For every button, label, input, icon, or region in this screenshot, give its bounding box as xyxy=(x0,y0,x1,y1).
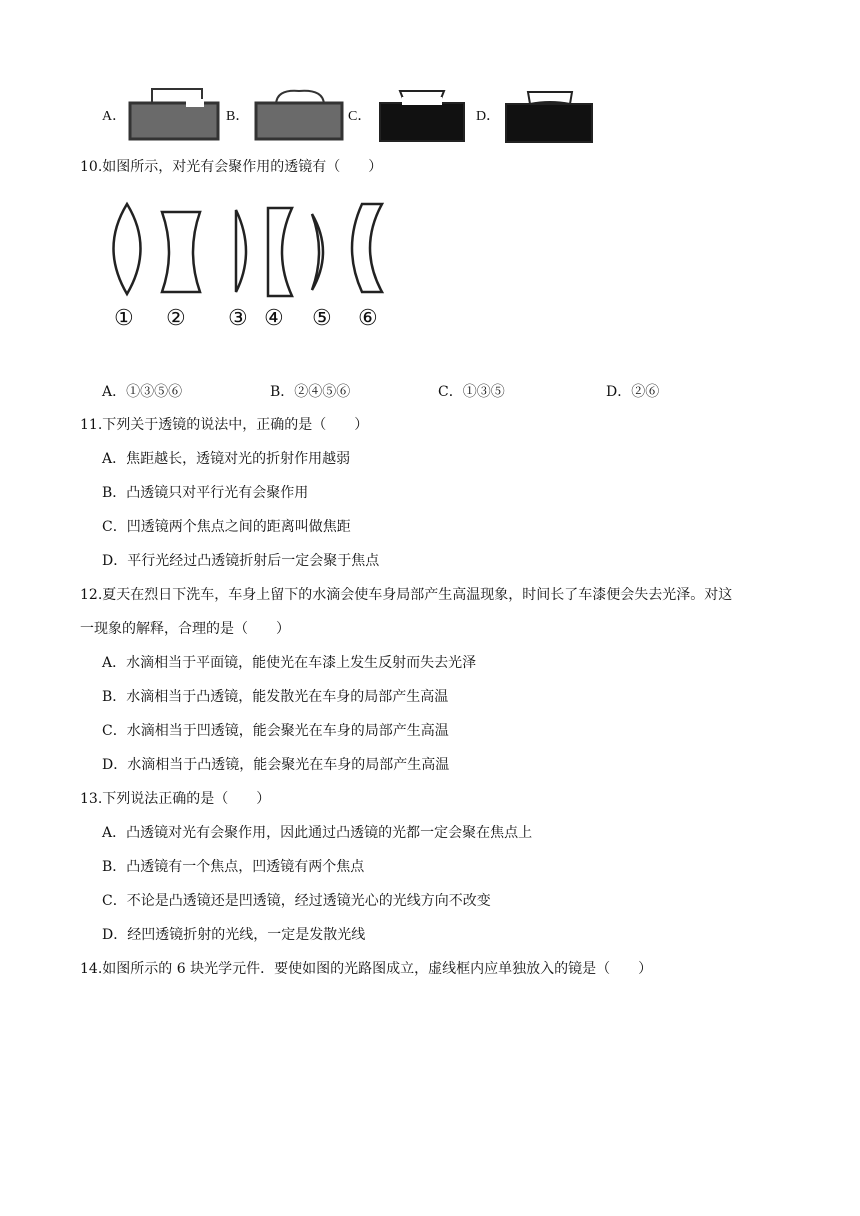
lens-number-5: ⑤ xyxy=(312,306,332,331)
q14-stem: 14.如图所示的 6 块光学元件．要使如图的光路图成立，虚线框内应单独放入的镜是（ ） xyxy=(80,961,653,977)
q12-option-c[interactable]: C．水滴相当于凹透镜，能会聚光在车身的局部产生高温 xyxy=(102,723,449,739)
q11-option-a[interactable]: A．焦距越长，透镜对光的折射作用越弱 xyxy=(102,451,351,467)
q9-option-a-figure xyxy=(128,87,220,141)
q10-option-c[interactable]: C．①③⑤ xyxy=(438,384,505,400)
lens-4-plano-concave xyxy=(268,208,292,296)
q10-stem: 10.如图所示，对光有会聚作用的透镜有（ ） xyxy=(80,159,383,175)
q9-option-d-figure xyxy=(504,88,594,144)
q13-stem: 13.下列说法正确的是（ ） xyxy=(80,791,271,807)
q13-option-d[interactable]: D．经凹透镜折射的光线，一定是发散光线 xyxy=(102,927,366,943)
q9-option-d-label[interactable]: D． xyxy=(476,109,501,124)
q10-option-d[interactable]: D．②⑥ xyxy=(606,384,660,400)
q9-option-b-label[interactable]: B． xyxy=(226,109,250,124)
lens-5-meniscus-convex xyxy=(312,214,323,290)
q10-option-b[interactable]: B．②④⑤⑥ xyxy=(270,384,351,400)
q12-option-a[interactable]: A．水滴相当于平面镜，能使光在车漆上发生反射而失去光泽 xyxy=(102,655,477,671)
q9-option-b-figure xyxy=(254,87,344,141)
q10-option-a[interactable]: A．①③⑤⑥ xyxy=(102,384,183,400)
q11-option-c[interactable]: C．凹透镜两个焦点之间的距离叫做焦距 xyxy=(102,519,351,535)
lens-number-4: ④ xyxy=(264,306,284,331)
q12-stem-line2: 一现象的解释，合理的是（ ） xyxy=(80,621,290,637)
q12-option-b[interactable]: B．水滴相当于凸透镜，能发散光在车身的局部产生高温 xyxy=(102,689,449,705)
lens-number-2: ② xyxy=(166,306,186,331)
q12-stem-line1: 12.夏天在烈日下洗车，车身上留下的水滴会使车身局部产生高温现象，时间长了车漆便会失去光泽。对这 xyxy=(80,587,733,603)
q13-option-a[interactable]: A．凸透镜对光有会聚作用，因此通过凸透镜的光都一定会聚在焦点上 xyxy=(102,825,533,841)
lens-2-biconcave xyxy=(162,212,200,292)
q11-stem: 11.下列关于透镜的说法中，正确的是（ ） xyxy=(80,417,369,433)
lens-number-6: ⑥ xyxy=(358,306,378,331)
q13-option-c[interactable]: C．不论是凸透镜还是凹透镜，经过透镜光心的光线方向不改变 xyxy=(102,893,491,909)
lens-3-plano-convex xyxy=(236,210,246,292)
lens-figure xyxy=(100,200,400,340)
lens-number-1: ① xyxy=(114,306,134,331)
lens-number-3: ③ xyxy=(228,306,248,331)
q9-option-a-label[interactable]: A． xyxy=(102,109,127,124)
q11-option-b[interactable]: B．凸透镜只对平行光有会聚作用 xyxy=(102,485,309,501)
q12-option-d[interactable]: D．水滴相当于凸透镜，能会聚光在车身的局部产生高温 xyxy=(102,757,450,773)
q11-option-d[interactable]: D．平行光经过凸透镜折射后一定会聚于焦点 xyxy=(102,553,380,569)
q9-option-c-label[interactable]: C． xyxy=(348,109,372,124)
q13-option-b[interactable]: B．凸透镜有一个焦点，凹透镜有两个焦点 xyxy=(102,859,365,875)
q9-option-c-figure xyxy=(378,87,466,143)
lens-1-biconvex xyxy=(114,204,141,294)
lens-6-meniscus-concave xyxy=(352,204,382,292)
